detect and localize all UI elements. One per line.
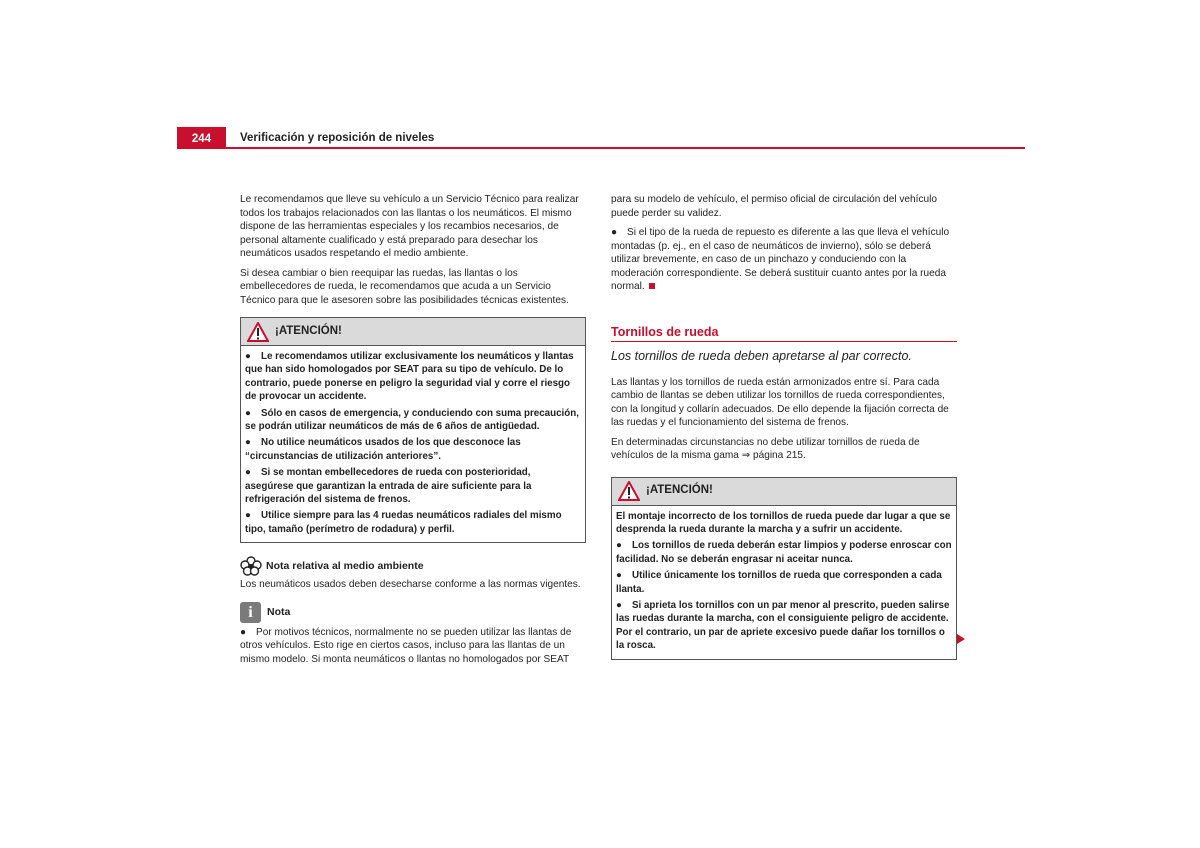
bullet-icon: ● [245,510,251,522]
right-column [611,193,957,660]
warning-item-text: Sólo en casos de emergencia, y conduciendo con suma precaución, se podrán utilizar neumáticos de más de 6 años de antigüedad. [245,407,579,433]
environment-note-title: Nota relativa al medio ambiente [266,559,424,572]
environment-note-text: Los neumáticos usados deben desecharse conforme a las normas vigentes. [240,579,581,591]
warning-item-text: Si aprieta los tornillos con un par menor al prescrito, pueden salirse las ruedas durante la marcha, con el consiguiente peligro de accidente. Por el contrario, un par de apriete excesivo puede dañar los tornillos o la rosca. [616,599,950,652]
warning-triangle-icon [247,322,269,342]
flower-icon [240,556,262,576]
paragraph: para su modelo de vehículo, el permiso oficial de circulación del vehículo puede perder su validez. [611,194,937,219]
warning-item [616,539,952,566]
bullet-icon: ● [245,437,251,449]
warning-item [245,350,581,404]
warning-body [241,346,585,542]
page-header [177,127,1025,149]
warning-body [612,506,956,659]
warning-box [240,317,586,543]
page-number: 244 [177,127,226,149]
paragraph-text: Si el tipo de la rueda de repuesto es diferente a las que lleva el vehículo montadas (p. ej., en el caso de neumáticos de invierno), sólo se deberá utilizar brevemente, en caso de un pinchazo y conduciendo con la moderación correspondiente. Se deberá sustituir cuanto antes por la rueda normal. [611,227,950,292]
warning-triangle-icon [618,481,640,501]
bullet-icon: ● [245,467,251,479]
bullet-icon: ● [616,570,622,582]
end-square-icon [649,283,655,289]
info-icon: i [240,602,261,623]
section-subtitle: Los tornillos de rueda deben apretarse al par correcto. [611,349,912,363]
environment-note-header [240,556,586,576]
bullet-icon: ● [616,599,622,611]
bullet-icon: ● [611,227,618,238]
warning-header [241,318,585,346]
paragraph: Las llantas y los tornillos de rueda están armonizados entre sí. Para cada cambio de llantas se deben utilizar los tornillos de rueda correspondientes, con la longitud y collarín adecuados. De ello depende la fijación correcta de las ruedas y el funcionamiento del sistema de frenos. [611,376,949,428]
paragraph: En determinadas circunstancias no debe utilizar tornillos de rueda de vehículos de la misma gama ⇒ página 215. [611,436,920,461]
paragraph: Le recomendamos que lleve su vehículo a un Servicio Técnico para realizar todos los trabajos relacionados con las llantas o los neumáticos. El mismo dispone de las herramientas especiales y los recambios necesarios, de personal altamente cualificado y está preparado para desechar los neumáticos usados respetando el medio ambiente. [240,194,579,259]
continue-arrow-icon [957,634,965,644]
warning-item [245,466,581,506]
warning-item [245,509,581,536]
warning-item [245,436,581,463]
header-rule [177,147,1025,149]
warning-item-text: Le recomendamos utilizar exclusivamente los neumáticos y llantas que han sido homologados por SEAT para su tipo de vehículo. De lo contrario, puede ponerse en peligro la seguridad vial y corre el riesgo de provocar un accidente. [245,351,574,403]
warning-item [616,569,952,596]
warning-item-text: Utilice siempre para las 4 ruedas neumáticos radiales del mismo tipo, tamaño (perímetro de rodadura) y perfil. [245,510,562,535]
chapter-title: Verificación y reposición de niveles [240,132,435,144]
warning-intro: El montaje incorrecto de los tornillos de rueda puede dar lugar a que se desprenda la rueda durante la marcha y a sufrir un accidente. [616,510,951,535]
paragraph: Si desea cambiar o bien reequipar las ruedas, las llantas o los embellecedores de rueda, le recomendamos que acuda a un Servicio Técnico para que le asesoren sobre las posibilidades técnicas existentes. [240,267,569,306]
warning-item-text: Si se montan embellecedores de rueda con posterioridad, asegúrese que garantizan la entrada de aire suficiente para la refrigeración del sistema de frenos. [245,467,532,506]
warning-title: ¡ATENCIÓN! [646,484,713,497]
bullet-icon: ● [245,407,251,419]
warning-item-text: Utilice únicamente los tornillos de rueda que corresponden a cada llanta. [616,570,942,595]
bullet-icon: ● [240,626,247,638]
note-text-content: Por motivos técnicos, normalmente no se pueden utilizar las llantas de otros vehículos. Esto rige en ciertos casos, incluso para las llantas de un mismo modelo. Si monta neumáticos o llantas no homologados por SEAT [240,626,572,665]
bullet-icon: ● [245,351,251,362]
warning-item [616,599,952,653]
warning-header [612,478,956,506]
left-column [240,193,586,672]
warning-box [611,477,957,660]
warning-item-text: Los tornillos de rueda deberán estar limpios y poderse enroscar con facilidad. No se deberán engrasar ni aceitar nunca. [616,540,952,565]
bullet-icon: ● [616,540,622,552]
warning-title: ¡ATENCIÓN! [275,324,342,337]
section-title: Tornillos de rueda [611,326,957,343]
note-title: Nota [267,605,291,618]
note-header [240,602,586,623]
warning-item-text: No utilice neumáticos usados de los que desconoce las “circunstancias de utilización anteriores”. [245,437,521,462]
warning-item [245,407,581,434]
note-text [240,626,586,667]
paragraph [611,226,957,294]
